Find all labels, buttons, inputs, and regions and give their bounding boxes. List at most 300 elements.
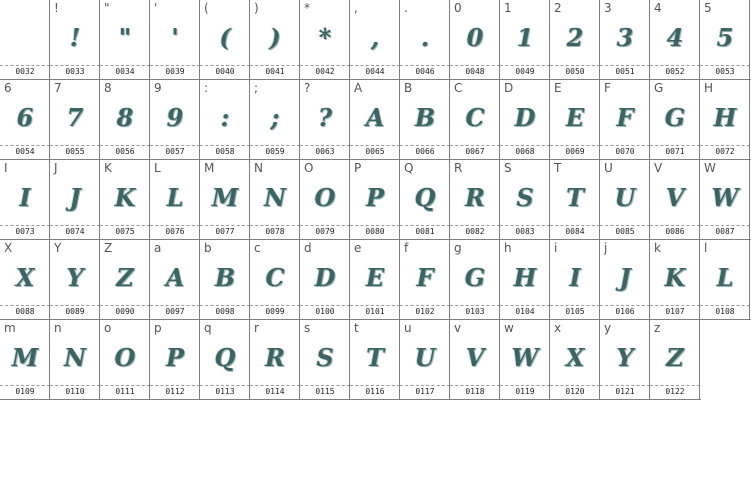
character-code: 0089 [65, 307, 85, 316]
character-label: ? [304, 81, 311, 95]
character-label: . [404, 1, 408, 15]
character-label: K [104, 161, 112, 175]
character-label: Q [404, 161, 414, 175]
character-code: 0057 [165, 147, 185, 156]
character-code: 0101 [365, 307, 385, 316]
character-code: 0118 [465, 387, 485, 396]
row-divider [350, 399, 401, 400]
character-label: P [354, 161, 362, 175]
glyph-preview: : [220, 103, 230, 132]
glyph-cell [250, 80, 300, 160]
character-code: 0099 [265, 307, 285, 316]
baseline-dashed-line [150, 225, 200, 226]
character-label: h [504, 241, 512, 255]
glyph-cell [100, 160, 150, 240]
character-code: 0032 [15, 67, 35, 76]
character-label: i [554, 241, 558, 255]
baseline-dashed-line [450, 225, 500, 226]
glyph-cell [0, 80, 50, 160]
glyph-cell [650, 0, 700, 80]
glyph-cell [300, 320, 350, 400]
baseline-dashed-line [500, 145, 550, 146]
baseline-dashed-line [50, 65, 100, 66]
character-label: 2 [554, 1, 562, 15]
glyph-preview: J [69, 183, 81, 212]
baseline-dashed-line [200, 145, 250, 146]
character-label: s [304, 321, 311, 335]
baseline-dashed-line [500, 385, 550, 386]
baseline-dashed-line [0, 65, 50, 66]
character-code: 0090 [115, 307, 135, 316]
glyph-preview: ) [269, 23, 281, 52]
character-label: N [254, 161, 263, 175]
glyph-cell [150, 80, 200, 160]
glyph-cell [550, 0, 600, 80]
baseline-dashed-line [500, 225, 550, 226]
glyph-preview: A [365, 103, 385, 132]
glyph-cell [600, 160, 650, 240]
glyph-preview: O [114, 343, 136, 372]
baseline-dashed-line [400, 65, 450, 66]
glyph-cell [200, 320, 250, 400]
glyph-preview: G [664, 103, 686, 132]
glyph-preview: Q [414, 183, 436, 212]
row-divider [150, 399, 201, 400]
glyph-cell [350, 0, 400, 80]
character-code: 0080 [365, 227, 385, 236]
baseline-dashed-line [300, 145, 350, 146]
glyph-cell [250, 320, 300, 400]
baseline-dashed-line [250, 145, 300, 146]
baseline-dashed-line [450, 145, 500, 146]
character-label: x [554, 321, 562, 335]
character-label: 7 [54, 81, 62, 95]
glyph-preview: F [416, 263, 434, 292]
baseline-dashed-line [600, 385, 650, 386]
glyph-cell [450, 80, 500, 160]
glyph-cell [550, 160, 600, 240]
baseline-dashed-line [200, 305, 250, 306]
character-label: ) [254, 1, 259, 15]
glyph-preview: 7 [66, 103, 84, 132]
glyph-preview: 1 [516, 23, 534, 52]
character-label: k [654, 241, 661, 255]
character-code: 0106 [615, 307, 635, 316]
glyph-cell [600, 240, 650, 320]
character-code: 0108 [715, 307, 735, 316]
character-label: Z [104, 241, 113, 255]
character-code: 0051 [615, 67, 635, 76]
character-code: 0076 [165, 227, 185, 236]
character-label: z [654, 321, 661, 335]
glyph-cell [250, 240, 300, 320]
character-code: 0041 [265, 67, 285, 76]
character-code: 0121 [615, 387, 635, 396]
character-code: 0075 [115, 227, 135, 236]
glyph-cell [350, 320, 400, 400]
glyph-preview: T [566, 183, 584, 212]
character-code: 0053 [715, 67, 735, 76]
character-label: V [654, 161, 663, 175]
baseline-dashed-line [700, 65, 750, 66]
glyph-cell [400, 240, 450, 320]
glyph-cell [400, 320, 450, 400]
character-label: d [304, 241, 312, 255]
character-code: 0079 [315, 227, 335, 236]
character-code: 0112 [165, 387, 185, 396]
glyph-cell [200, 0, 250, 80]
glyph-cell [500, 80, 550, 160]
baseline-dashed-line [150, 305, 200, 306]
glyph-cell [350, 160, 400, 240]
glyph-preview: N [64, 343, 86, 372]
baseline-dashed-line [350, 225, 400, 226]
character-label: " [104, 1, 110, 15]
glyph-preview [0, 18, 50, 58]
character-code: 0055 [65, 147, 85, 156]
character-code: 0074 [65, 227, 85, 236]
character-label: 6 [4, 81, 12, 95]
glyph-preview: Q [214, 343, 236, 372]
character-label: b [204, 241, 212, 255]
glyph-cell [100, 80, 150, 160]
baseline-dashed-line [300, 385, 350, 386]
character-code: 0105 [565, 307, 585, 316]
glyph-preview: R [265, 343, 285, 372]
glyph-preview: 9 [166, 103, 184, 132]
glyph-cell [550, 320, 600, 400]
glyph-preview: R [465, 183, 485, 212]
character-code: 0115 [315, 387, 335, 396]
glyph-cell [250, 0, 300, 80]
glyph-cell [200, 240, 250, 320]
glyph-cell [500, 240, 550, 320]
character-label: M [204, 161, 215, 175]
row-divider [200, 399, 251, 400]
character-code: 0117 [415, 387, 435, 396]
character-code: 0059 [265, 147, 285, 156]
character-code: 0056 [115, 147, 135, 156]
baseline-dashed-line [350, 385, 400, 386]
glyph-preview: ' [171, 23, 179, 52]
character-label: 8 [104, 81, 112, 95]
baseline-dashed-line [200, 225, 250, 226]
glyph-preview: ? [317, 103, 333, 132]
character-label: * [304, 1, 310, 15]
glyph-preview: B [414, 103, 436, 132]
glyph-preview: Z [116, 263, 134, 292]
glyph-preview: E [565, 103, 585, 132]
glyph-preview: W [711, 183, 739, 212]
character-label: : [204, 81, 209, 95]
character-label: J [54, 161, 58, 175]
character-code: 0116 [365, 387, 385, 396]
character-code: 0067 [465, 147, 485, 156]
glyph-preview: N [264, 183, 286, 212]
baseline-dashed-line [50, 385, 100, 386]
character-label: D [504, 81, 514, 95]
character-code: 0111 [115, 387, 135, 396]
glyph-preview: M [11, 343, 39, 372]
baseline-dashed-line [300, 65, 350, 66]
character-label: C [454, 81, 463, 95]
baseline-dashed-line [250, 305, 300, 306]
cell-divider [699, 320, 700, 400]
baseline-dashed-line [300, 225, 350, 226]
character-label: W [704, 161, 716, 175]
row-divider [650, 399, 701, 400]
glyph-preview: Z [666, 343, 684, 372]
baseline-dashed-line [450, 305, 500, 306]
character-code: 0058 [215, 147, 235, 156]
glyph-cell [650, 320, 700, 400]
glyph-cell [500, 0, 550, 80]
baseline-dashed-line [550, 305, 600, 306]
baseline-dashed-line [50, 305, 100, 306]
character-label: e [354, 241, 362, 255]
character-label: X [4, 241, 13, 255]
glyph-preview: I [569, 263, 581, 292]
glyph-preview: 5 [716, 23, 734, 52]
glyph-preview: W [511, 343, 539, 372]
glyph-preview: O [314, 183, 336, 212]
glyph-cell [50, 160, 100, 240]
glyph-preview: V [465, 343, 485, 372]
character-code: 0048 [465, 67, 485, 76]
baseline-dashed-line [650, 305, 700, 306]
row-divider [600, 399, 651, 400]
character-code: 0083 [515, 227, 535, 236]
glyph-preview: ! [69, 23, 81, 52]
glyph-preview: H [513, 263, 537, 292]
character-label: B [404, 81, 413, 95]
glyph-cell [0, 0, 50, 80]
glyph-cell [450, 160, 500, 240]
baseline-dashed-line [400, 305, 450, 306]
glyph-preview: P [365, 183, 385, 212]
glyph-cell [500, 320, 550, 400]
glyph-cell [0, 240, 50, 320]
glyph-preview: U [414, 343, 436, 372]
glyph-preview: U [614, 183, 636, 212]
glyph-preview: 6 [16, 103, 34, 132]
glyph-preview: I [19, 183, 31, 212]
row-divider [50, 399, 101, 400]
character-code: 0063 [315, 147, 335, 156]
baseline-dashed-line [650, 145, 700, 146]
glyph-preview: T [366, 343, 384, 372]
character-label: m [4, 321, 16, 335]
baseline-dashed-line [0, 305, 50, 306]
row-divider [700, 319, 751, 320]
baseline-dashed-line [0, 225, 50, 226]
character-label: o [104, 321, 112, 335]
character-label: y [604, 321, 612, 335]
glyph-preview: ; [270, 103, 280, 132]
character-code: 0046 [415, 67, 435, 76]
glyph-cell [0, 160, 50, 240]
character-code: 0100 [315, 307, 335, 316]
cell-divider [749, 160, 750, 240]
character-label: v [454, 321, 462, 335]
baseline-dashed-line [650, 65, 700, 66]
baseline-dashed-line [600, 65, 650, 66]
row-divider [250, 399, 301, 400]
glyph-preview: L [166, 183, 184, 212]
glyph-preview: 8 [116, 103, 134, 132]
character-label: G [654, 81, 664, 95]
glyph-preview: D [514, 103, 536, 132]
glyph-preview: K [114, 183, 136, 212]
glyph-preview: K [664, 263, 686, 292]
glyph-preview: F [616, 103, 634, 132]
baseline-dashed-line [250, 225, 300, 226]
baseline-dashed-line [300, 305, 350, 306]
glyph-cell [250, 160, 300, 240]
glyph-cell [150, 160, 200, 240]
row-divider [300, 399, 351, 400]
baseline-dashed-line [450, 65, 500, 66]
baseline-dashed-line [650, 225, 700, 226]
character-label: ' [154, 1, 158, 15]
baseline-dashed-line [600, 145, 650, 146]
glyph-preview: 3 [616, 23, 634, 52]
character-label: 1 [504, 1, 512, 15]
character-code: 0066 [415, 147, 435, 156]
baseline-dashed-line [500, 65, 550, 66]
character-label: ; [254, 81, 259, 95]
character-code: 0097 [165, 307, 185, 316]
glyph-cell [300, 0, 350, 80]
glyph-preview: 4 [666, 23, 684, 52]
character-label: U [604, 161, 613, 175]
cell-divider [749, 80, 750, 160]
glyph-cell [600, 320, 650, 400]
glyph-cell [100, 0, 150, 80]
baseline-dashed-line [400, 225, 450, 226]
glyph-cell [400, 80, 450, 160]
baseline-dashed-line [350, 305, 400, 306]
character-label: 3 [604, 1, 612, 15]
glyph-preview: D [314, 263, 336, 292]
glyph-cell [600, 80, 650, 160]
character-label: A [354, 81, 363, 95]
character-label: w [504, 321, 514, 335]
glyph-preview: 2 [566, 23, 584, 52]
baseline-dashed-line [600, 305, 650, 306]
glyph-preview: * [318, 23, 332, 52]
baseline-dashed-line [50, 145, 100, 146]
character-code: 0107 [665, 307, 685, 316]
glyph-cell [700, 240, 750, 320]
character-code: 0034 [115, 67, 135, 76]
glyph-cell [150, 320, 200, 400]
character-code: 0110 [65, 387, 85, 396]
glyph-cell [200, 160, 250, 240]
glyph-cell [150, 240, 200, 320]
character-label: 5 [704, 1, 712, 15]
character-code: 0071 [665, 147, 685, 156]
character-label: T [554, 161, 562, 175]
glyph-preview: . [420, 23, 430, 52]
character-code: 0033 [65, 67, 85, 76]
character-code: 0098 [215, 307, 235, 316]
glyph-preview: X [15, 263, 35, 292]
character-code: 0120 [565, 387, 585, 396]
baseline-dashed-line [150, 385, 200, 386]
glyph-preview: P [165, 343, 185, 372]
character-code: 0085 [615, 227, 635, 236]
glyph-cell [400, 0, 450, 80]
glyph-cell [450, 0, 500, 80]
character-code: 0119 [515, 387, 535, 396]
glyph-cell [50, 240, 100, 320]
character-label: Y [54, 241, 62, 255]
glyph-cell [150, 0, 200, 80]
glyph-preview: E [365, 263, 385, 292]
character-label: q [204, 321, 212, 335]
character-code: 0104 [515, 307, 535, 316]
row-divider [400, 399, 451, 400]
character-code: 0040 [215, 67, 235, 76]
character-code: 0049 [515, 67, 535, 76]
glyph-preview: V [665, 183, 685, 212]
baseline-dashed-line [100, 145, 150, 146]
character-label: ! [54, 1, 59, 15]
glyph-preview: C [265, 263, 285, 292]
character-label: a [154, 241, 162, 255]
character-label: F [604, 81, 611, 95]
character-label: u [404, 321, 412, 335]
baseline-dashed-line [100, 385, 150, 386]
glyph-preview: Y [616, 343, 634, 372]
character-label: ( [204, 1, 209, 15]
character-code: 0039 [165, 67, 185, 76]
character-label: R [454, 161, 463, 175]
character-code: 0068 [515, 147, 535, 156]
row-divider [550, 399, 601, 400]
baseline-dashed-line [550, 225, 600, 226]
row-divider [450, 399, 501, 400]
glyph-cell [650, 80, 700, 160]
baseline-dashed-line [700, 145, 750, 146]
glyph-preview: ( [219, 23, 231, 52]
character-code: 0052 [665, 67, 685, 76]
character-label: g [454, 241, 462, 255]
character-code: 0103 [465, 307, 485, 316]
glyph-preview: H [713, 103, 737, 132]
character-label: 4 [654, 1, 662, 15]
character-code: 0081 [415, 227, 435, 236]
character-code: 0054 [15, 147, 35, 156]
baseline-dashed-line [700, 305, 750, 306]
character-label: 0 [454, 1, 462, 15]
glyph-cell [700, 0, 750, 80]
glyph-preview: M [211, 183, 239, 212]
character-code: 0086 [665, 227, 685, 236]
glyph-cell [50, 0, 100, 80]
glyph-cell [200, 80, 250, 160]
baseline-dashed-line [600, 225, 650, 226]
baseline-dashed-line [550, 385, 600, 386]
glyph-cell [600, 0, 650, 80]
character-code: 0065 [365, 147, 385, 156]
glyph-cell [350, 80, 400, 160]
glyph-cell [450, 320, 500, 400]
character-label: H [704, 81, 714, 95]
character-code: 0070 [615, 147, 635, 156]
character-code: 0078 [265, 227, 285, 236]
